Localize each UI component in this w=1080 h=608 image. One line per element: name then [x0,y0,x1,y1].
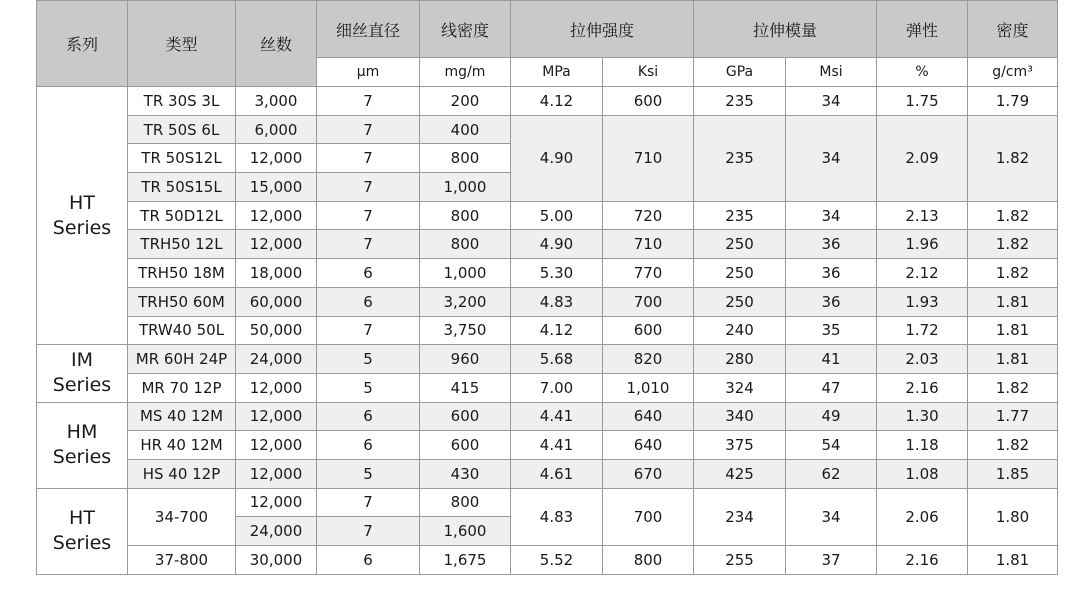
cell-ksi: 700 [603,488,694,545]
cell-filaments: 12,000 [236,373,317,402]
cell-filaments: 24,000 [236,517,317,546]
cell-filaments: 12,000 [236,431,317,460]
cell-diameter: 6 [317,259,420,288]
cell-elongation: 2.12 [877,259,968,288]
cell-linear-density: 800 [420,144,511,173]
cell-ksi: 600 [603,316,694,345]
header-series: 系列 [37,1,128,87]
cell-mpa: 5.68 [511,345,603,374]
header-row [37,1,1058,58]
header-tensile-modulus: 拉伸模量 [694,1,877,58]
table-row [37,431,1058,460]
table-row [37,345,1058,374]
cell-type: MS 40 12M [128,402,236,431]
cell-type: HR 40 12M [128,431,236,460]
cell-gpa: 250 [694,230,786,259]
cell-linear-density: 800 [420,488,511,517]
header-density: 密度 [968,1,1058,58]
table-row [37,402,1058,431]
cell-diameter: 5 [317,373,420,402]
cell-mpa: 4.12 [511,316,603,345]
header-diameter: 细丝直径 [317,1,420,58]
cell-diameter: 7 [317,488,420,517]
unit-density: g/cm³ [968,58,1058,87]
cell-elongation: 2.03 [877,345,968,374]
series-group-ht-2: HT Series [37,488,128,574]
cell-type: HS 40 12P [128,459,236,488]
header-linear-density: 线密度 [420,1,511,58]
header-elongation: 弹性 [877,1,968,58]
cell-ksi: 670 [603,459,694,488]
cell-filaments: 12,000 [236,230,317,259]
cell-density: 1.79 [968,87,1058,116]
cell-diameter: 7 [317,517,420,546]
cell-ksi: 600 [603,87,694,116]
cell-type: MR 70 12P [128,373,236,402]
cell-diameter: 5 [317,459,420,488]
table-row [37,459,1058,488]
cell-filaments: 60,000 [236,287,317,316]
cell-mpa: 7.00 [511,373,603,402]
table-row [37,259,1058,288]
cell-linear-density: 400 [420,115,511,144]
cell-density: 1.77 [968,402,1058,431]
cell-type: TR 30S 3L [128,87,236,116]
table-row [37,87,1058,116]
cell-ksi: 820 [603,345,694,374]
cell-filaments: 12,000 [236,488,317,517]
cell-msi: 36 [786,230,877,259]
cell-msi: 34 [786,488,877,545]
cell-gpa: 250 [694,259,786,288]
cell-diameter: 7 [317,316,420,345]
cell-mpa: 5.30 [511,259,603,288]
cell-msi: 36 [786,287,877,316]
cell-diameter: 6 [317,431,420,460]
unit-msi: Msi [786,58,877,87]
cell-gpa: 375 [694,431,786,460]
cell-elongation: 2.09 [877,115,968,201]
cell-diameter: 7 [317,115,420,144]
cell-gpa: 235 [694,87,786,116]
cell-ksi: 800 [603,546,694,575]
cell-type: TRW40 50L [128,316,236,345]
cell-filaments: 24,000 [236,345,317,374]
cell-linear-density: 415 [420,373,511,402]
cell-elongation: 1.08 [877,459,968,488]
series-group-im: IM Series [37,345,128,402]
cell-linear-density: 430 [420,459,511,488]
header-filaments: 丝数 [236,1,317,87]
cell-type: TRH50 18M [128,259,236,288]
cell-density: 1.81 [968,546,1058,575]
cell-msi: 34 [786,87,877,116]
cell-msi: 34 [786,201,877,230]
unit-linear-density: mg/m [420,58,511,87]
cell-mpa: 4.90 [511,230,603,259]
cell-density: 1.82 [968,230,1058,259]
cell-type: 34-700 [128,488,236,545]
cell-mpa: 4.90 [511,115,603,201]
cell-gpa: 240 [694,316,786,345]
cell-linear-density: 1,000 [420,173,511,202]
cell-gpa: 234 [694,488,786,545]
cell-msi: 49 [786,402,877,431]
cell-ksi: 1,010 [603,373,694,402]
cell-diameter: 7 [317,87,420,116]
cell-diameter: 7 [317,230,420,259]
cell-density: 1.82 [968,431,1058,460]
cell-filaments: 12,000 [236,402,317,431]
series-group-ht: HT Series [37,87,128,345]
table-row [37,287,1058,316]
cell-type: TR 50S12L [128,144,236,173]
cell-elongation: 1.30 [877,402,968,431]
cell-density: 1.81 [968,316,1058,345]
cell-density: 1.82 [968,115,1058,201]
cell-linear-density: 1,675 [420,546,511,575]
cell-linear-density: 800 [420,230,511,259]
cell-filaments: 12,000 [236,144,317,173]
cell-linear-density: 800 [420,201,511,230]
cell-linear-density: 960 [420,345,511,374]
cell-gpa: 255 [694,546,786,575]
cell-ksi: 640 [603,431,694,460]
cell-mpa: 4.61 [511,459,603,488]
cell-msi: 34 [786,115,877,201]
cell-elongation: 2.06 [877,488,968,545]
cell-mpa: 4.12 [511,87,603,116]
cell-elongation: 1.93 [877,287,968,316]
cell-linear-density: 200 [420,87,511,116]
cell-elongation: 2.13 [877,201,968,230]
cell-linear-density: 600 [420,431,511,460]
cell-elongation: 2.16 [877,373,968,402]
cell-density: 1.81 [968,345,1058,374]
cell-filaments: 12,000 [236,201,317,230]
cell-diameter: 7 [317,173,420,202]
cell-filaments: 30,000 [236,546,317,575]
header-tensile-strength: 拉伸强度 [511,1,694,58]
cell-diameter: 5 [317,345,420,374]
table-row [37,546,1058,575]
cell-msi: 36 [786,259,877,288]
cell-elongation: 1.96 [877,230,968,259]
cell-gpa: 425 [694,459,786,488]
cell-filaments: 15,000 [236,173,317,202]
table-row [37,373,1058,402]
cell-diameter: 7 [317,201,420,230]
cell-density: 1.85 [968,459,1058,488]
cell-mpa: 4.41 [511,431,603,460]
cell-linear-density: 3,200 [420,287,511,316]
table-row [37,488,1058,517]
cell-diameter: 6 [317,287,420,316]
cell-linear-density: 1,600 [420,517,511,546]
cell-mpa: 4.83 [511,287,603,316]
cell-ksi: 770 [603,259,694,288]
cell-elongation: 1.72 [877,316,968,345]
cell-density: 1.80 [968,488,1058,545]
cell-ksi: 700 [603,287,694,316]
cell-type: TR 50D12L [128,201,236,230]
cell-gpa: 324 [694,373,786,402]
cell-type: 37-800 [128,546,236,575]
cell-diameter: 6 [317,546,420,575]
unit-diameter: μm [317,58,420,87]
header-type: 类型 [128,1,236,87]
cell-linear-density: 1,000 [420,259,511,288]
table-row [37,115,1058,144]
cell-type: MR 60H 24P [128,345,236,374]
cell-gpa: 280 [694,345,786,374]
cell-density: 1.81 [968,287,1058,316]
cell-gpa: 340 [694,402,786,431]
unit-ksi: Ksi [603,58,694,87]
cell-mpa: 4.41 [511,402,603,431]
unit-mpa: MPa [511,58,603,87]
cell-elongation: 1.18 [877,431,968,460]
cell-filaments: 50,000 [236,316,317,345]
cell-filaments: 18,000 [236,259,317,288]
cell-density: 1.82 [968,373,1058,402]
table-row [37,201,1058,230]
unit-gpa: GPa [694,58,786,87]
table-row [37,230,1058,259]
cell-msi: 37 [786,546,877,575]
cell-ksi: 710 [603,115,694,201]
cell-elongation: 1.75 [877,87,968,116]
cell-density: 1.82 [968,259,1058,288]
cell-linear-density: 3,750 [420,316,511,345]
carbon-fiber-spec-table [36,0,1058,575]
table-row [37,316,1058,345]
cell-type: TRH50 60M [128,287,236,316]
cell-ksi: 640 [603,402,694,431]
cell-diameter: 7 [317,144,420,173]
cell-msi: 41 [786,345,877,374]
cell-gpa: 235 [694,201,786,230]
cell-gpa: 250 [694,287,786,316]
cell-msi: 35 [786,316,877,345]
cell-mpa: 5.00 [511,201,603,230]
series-group-hm: HM Series [37,402,128,488]
cell-density: 1.82 [968,201,1058,230]
cell-msi: 47 [786,373,877,402]
cell-mpa: 5.52 [511,546,603,575]
cell-type: TR 50S15L [128,173,236,202]
cell-filaments: 6,000 [236,115,317,144]
cell-gpa: 235 [694,115,786,201]
cell-ksi: 710 [603,230,694,259]
cell-type: TRH50 12L [128,230,236,259]
cell-filaments: 3,000 [236,87,317,116]
cell-mpa: 4.83 [511,488,603,545]
cell-diameter: 6 [317,402,420,431]
unit-elongation: % [877,58,968,87]
cell-msi: 62 [786,459,877,488]
cell-elongation: 2.16 [877,546,968,575]
cell-ksi: 720 [603,201,694,230]
cell-msi: 54 [786,431,877,460]
cell-type: TR 50S 6L [128,115,236,144]
cell-linear-density: 600 [420,402,511,431]
cell-filaments: 12,000 [236,459,317,488]
